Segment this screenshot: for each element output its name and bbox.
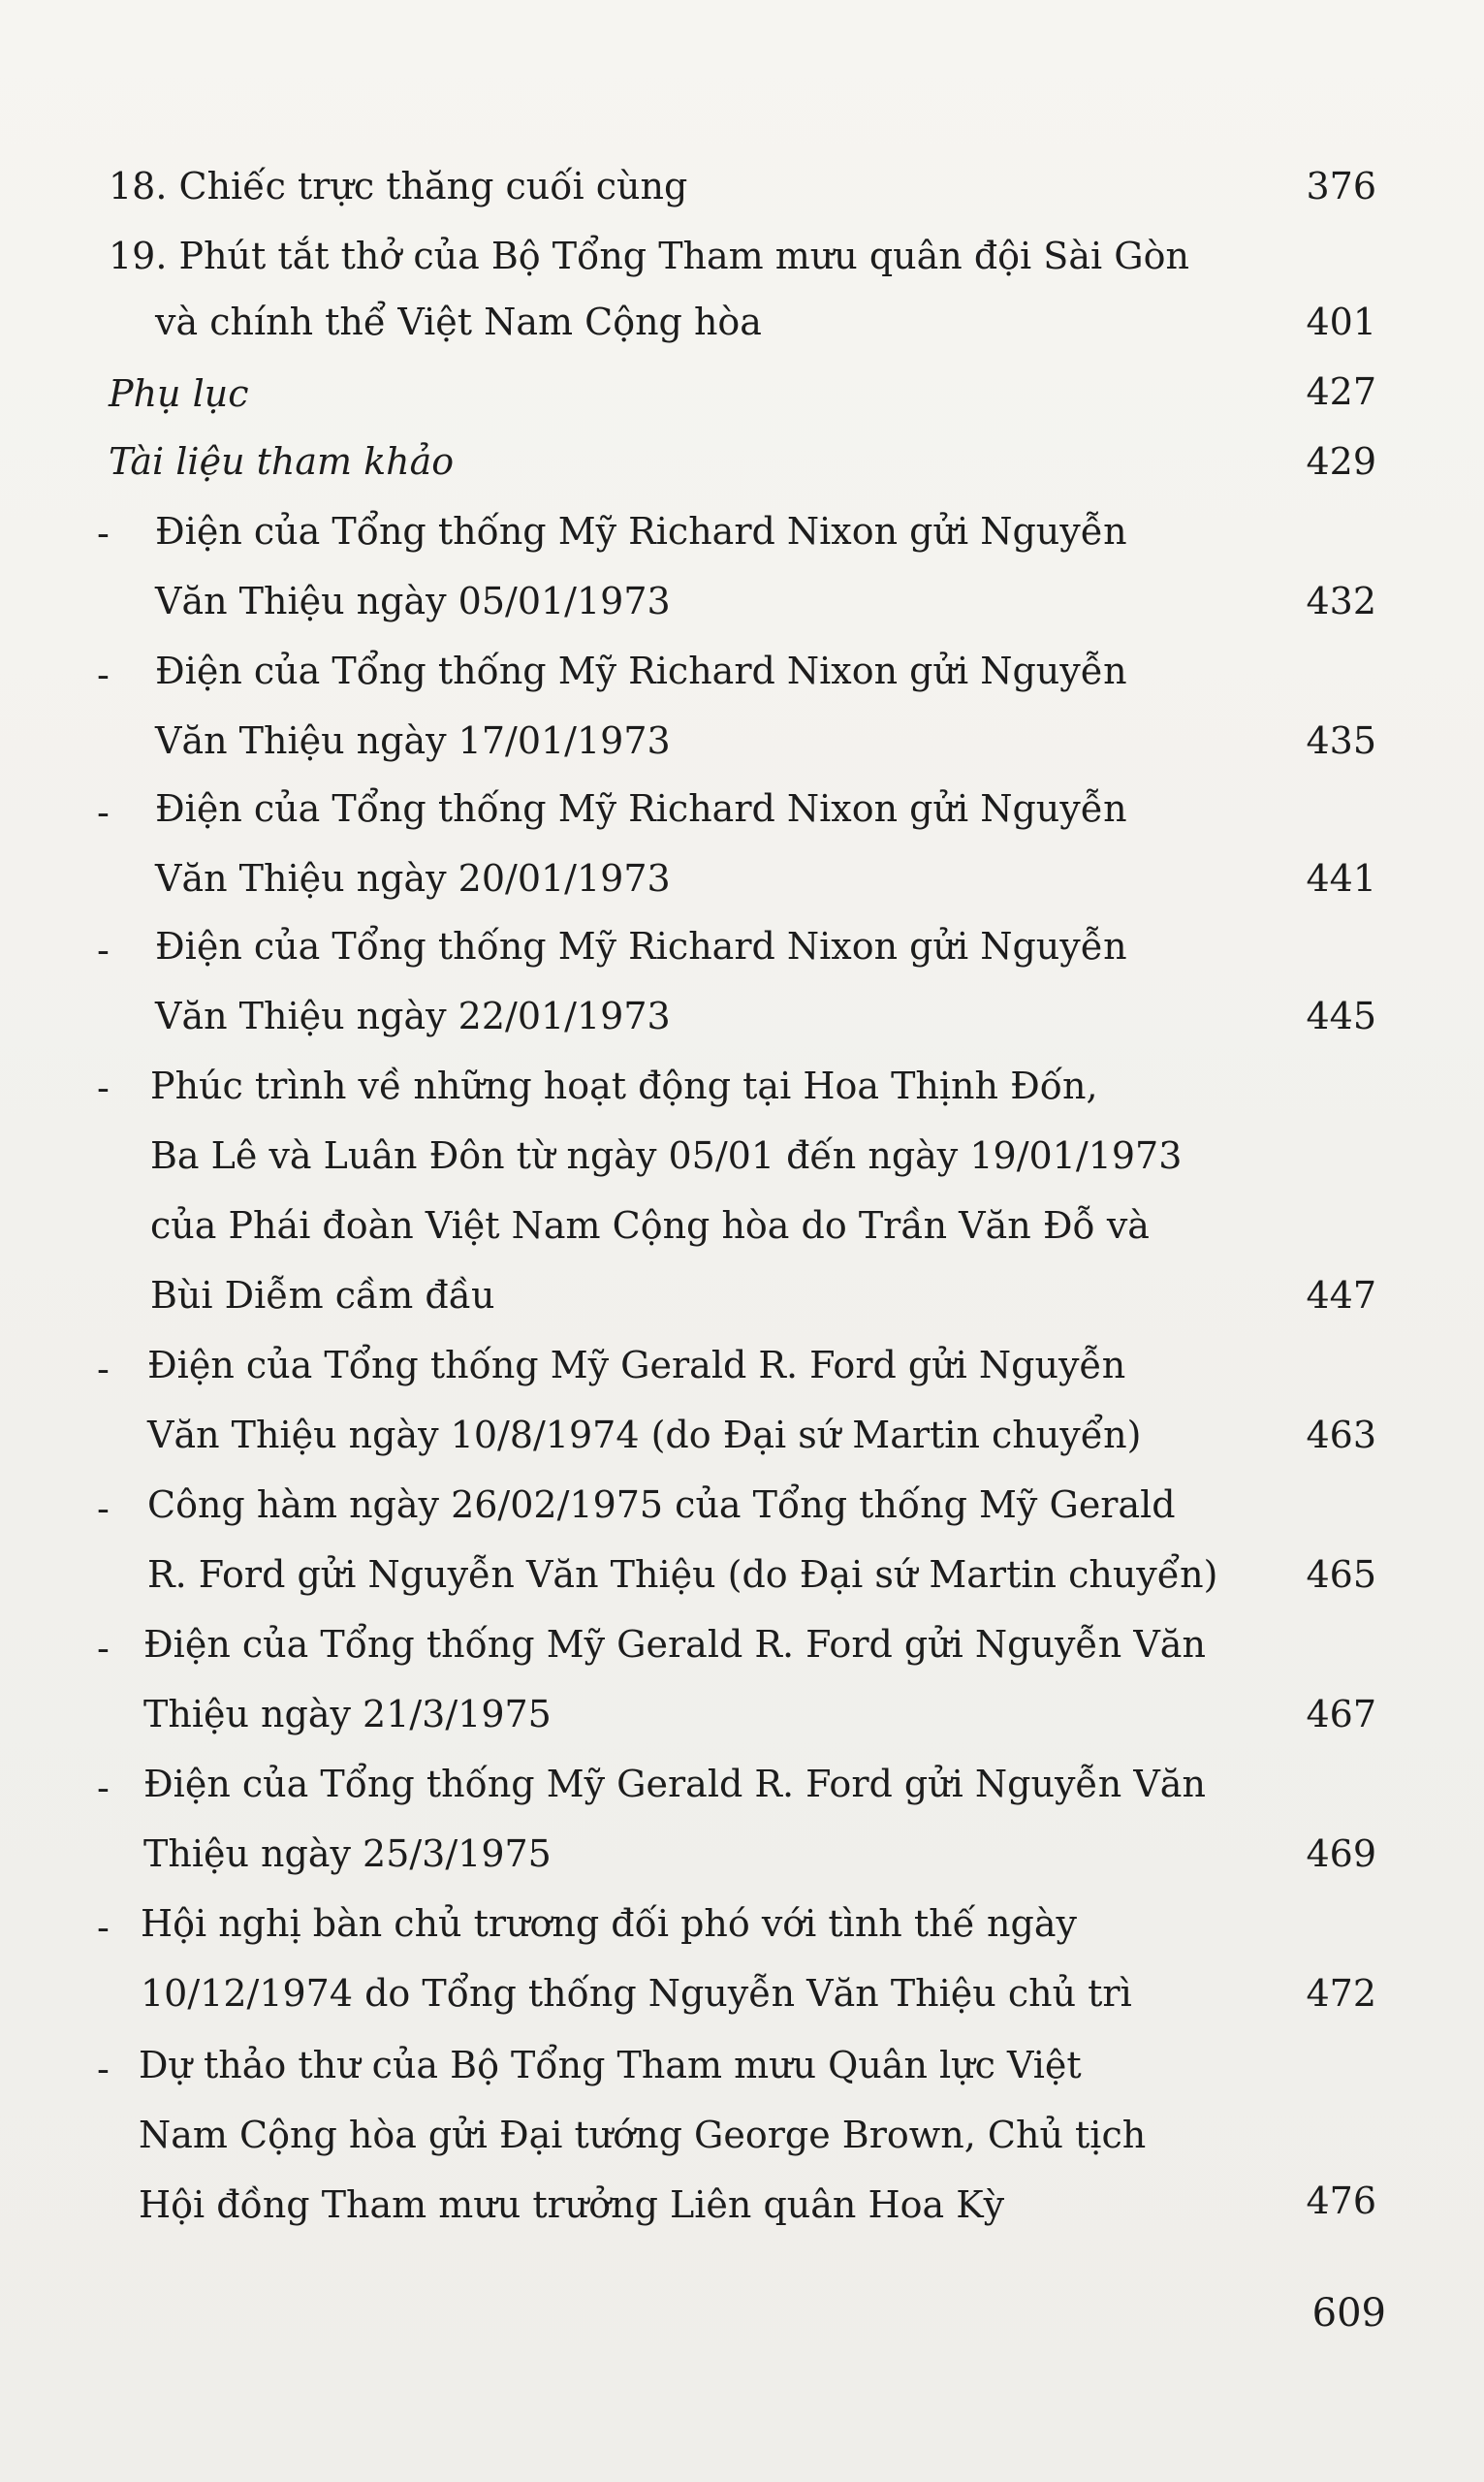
toc-entry-line: Văn Thiệu ngày 10/8/1974 (do Đại sứ Martin chuyển): [147, 1414, 1142, 1456]
toc-entry-line: Hội đồng Tham mưu trưởng Liên quân Hoa Kỳ: [139, 2183, 1005, 2226]
dash-bullet: -: [97, 653, 110, 696]
toc-page-number: 445: [1306, 995, 1376, 1037]
dash-bullet: -: [97, 1487, 110, 1530]
toc-entry-line: Bùi Diễm cầm đầu: [150, 1274, 495, 1317]
toc-page-number: 447: [1306, 1274, 1376, 1317]
toc-entry-line: Văn Thiệu ngày 20/01/1973: [155, 857, 671, 900]
toc-section-references: Tài liệu tham khảo: [109, 440, 455, 483]
toc-entry-line: Điện của Tổng thống Mỹ Richard Nixon gửi Nguyễn: [155, 510, 1127, 553]
toc-page-number: 429: [1306, 440, 1376, 483]
page-number: 609: [1311, 2291, 1386, 2336]
toc-entry-line: Công hàm ngày 26/02/1975 của Tổng thống Mỹ Gerald: [147, 1483, 1176, 1526]
toc-entry-line: Điện của Tổng thống Mỹ Gerald R. Ford gửi Nguyễn: [147, 1344, 1126, 1386]
toc-page-number: 441: [1306, 857, 1376, 900]
dash-bullet: -: [97, 1766, 110, 1809]
toc-page-number: 469: [1306, 1832, 1376, 1875]
toc-page-number: 435: [1306, 719, 1376, 762]
toc-entry-line: 18. Chiếc trực thăng cuối cùng: [109, 165, 688, 207]
toc-entry-line: Điện của Tổng thống Mỹ Gerald R. Ford gửi Nguyễn Văn: [143, 1623, 1206, 1666]
toc-entry-line: Văn Thiệu ngày 17/01/1973: [155, 719, 671, 762]
toc-entry-line: Phúc trình về những hoạt động tại Hoa Thịnh Đốn,: [150, 1065, 1098, 1107]
toc-page-number: 476: [1306, 2180, 1376, 2222]
toc-entry-line: Thiệu ngày 21/3/1975: [143, 1693, 552, 1735]
toc-page-number: 427: [1306, 370, 1376, 413]
dash-bullet: -: [97, 1066, 110, 1109]
dash-bullet: -: [97, 791, 110, 834]
toc-entry-line: Ba Lê và Luân Đôn từ ngày 05/01 đến ngày 19/01/1973: [150, 1134, 1183, 1177]
toc-entry-line: Hội nghị bàn chủ trương đối phó với tình thế ngày: [141, 1902, 1077, 1945]
toc-entry-line: Văn Thiệu ngày 22/01/1973: [155, 995, 671, 1037]
toc-entry-line: Điện của Tổng thống Mỹ Richard Nixon gửi Nguyễn: [155, 650, 1127, 692]
dash-bullet: -: [97, 2048, 110, 2090]
toc-entry-line: của Phái đoàn Việt Nam Cộng hòa do Trần Văn Đỗ và: [150, 1204, 1150, 1247]
toc-entry-line: Điện của Tổng thống Mỹ Richard Nixon gửi Nguyễn: [155, 925, 1127, 968]
toc-page-number: 401: [1306, 301, 1376, 343]
toc-entry-line: Nam Cộng hòa gửi Đại tướng George Brown, Chủ tịch: [139, 2114, 1147, 2156]
toc-entry-line: R. Ford gửi Nguyễn Văn Thiệu (do Đại sứ Martin chuyển): [147, 1553, 1218, 1596]
toc-page-number: 376: [1306, 165, 1376, 207]
toc-entry-line: Điện của Tổng thống Mỹ Gerald R. Ford gửi Nguyễn Văn: [143, 1763, 1206, 1805]
toc-entry-line: 19. Phút tắt thở của Bộ Tổng Tham mưu quân đội Sài Gòn: [109, 235, 1189, 277]
toc-page-number: 465: [1306, 1553, 1376, 1596]
toc-page-number: 472: [1306, 1972, 1376, 2015]
toc-entry-line: và chính thể Việt Nam Cộng hòa: [155, 301, 762, 343]
toc-entry-line: 10/12/1974 do Tổng thống Nguyễn Văn Thiệu chủ trì: [141, 1972, 1132, 2015]
toc-entry-line: Văn Thiệu ngày 05/01/1973: [155, 580, 671, 622]
dash-bullet: -: [97, 1348, 110, 1390]
toc-entry-line: Thiệu ngày 25/3/1975: [143, 1832, 552, 1875]
toc-entry-line: Điện của Tổng thống Mỹ Richard Nixon gửi Nguyễn: [155, 787, 1127, 830]
toc-entry-line: Dự thảo thư của Bộ Tổng Tham mưu Quân lực Việt: [139, 2044, 1082, 2086]
toc-page-number: 463: [1306, 1414, 1376, 1456]
toc-page-number: 467: [1306, 1693, 1376, 1735]
dash-bullet: -: [97, 929, 110, 971]
toc-section-appendix: Phụ lục: [109, 372, 249, 415]
dash-bullet: -: [97, 1906, 110, 1949]
dash-bullet: -: [97, 512, 110, 555]
dash-bullet: -: [97, 1627, 110, 1670]
toc-page-number: 432: [1306, 580, 1376, 622]
